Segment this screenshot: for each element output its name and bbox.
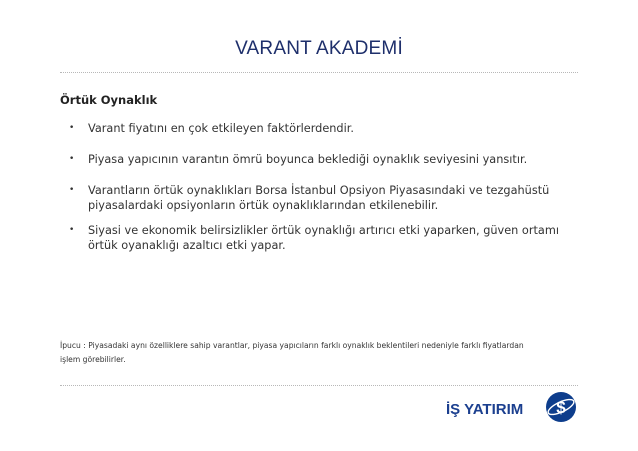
bullet-marker: • [69, 123, 75, 133]
svg-text:$: $ [556, 398, 566, 417]
bullet-text: Piyasa yapıcının varantın ömrü boyunca beklediği oynaklık seviyesini yansıtır. [88, 153, 528, 166]
bottom-divider [60, 385, 578, 386]
logo-text: İŞ YATIRIM [446, 401, 524, 418]
bullet-item [60, 121, 580, 136]
bullet-text: Siyasi ve ekonomik belirsizlikler örtük oynaklığı artırıcı etki yaparken, güven ortamı örtük oyanaklığı azaltıcı etki yapar. [88, 224, 559, 252]
bullet-marker: • [69, 185, 75, 195]
bullet-item [60, 152, 580, 167]
bullet-marker: • [69, 225, 75, 235]
section-title: Örtük Oynaklık [60, 93, 158, 107]
bullet-marker: • [69, 154, 75, 164]
top-divider [60, 72, 578, 73]
is-yatirim-logo [442, 388, 582, 428]
tip-note: İpucu : Piyasadaki aynı özelliklere sahip varantlar, piyasa yapıcıların farklı oynaklık beklentileri nedeniyle farklı fiyatlardan işlem görebilirler. [60, 341, 524, 364]
bullet-text: Varant fiyatını en çok etkileyen faktörlerdendir. [88, 122, 354, 135]
logo-emblem [546, 392, 576, 422]
bullet-text: Varantların örtük oynaklıkları Borsa İstanbul Opsiyon Piyasasındaki ve tezgahüstü piyasalardaki opsiyonların örtük oynaklıklarından etkilenebilir. [88, 184, 550, 212]
bullet-item [60, 183, 580, 213]
bullet-item [60, 223, 580, 253]
page-title: VARANT AKADEMİ [235, 38, 403, 59]
bullet-list [60, 121, 580, 269]
